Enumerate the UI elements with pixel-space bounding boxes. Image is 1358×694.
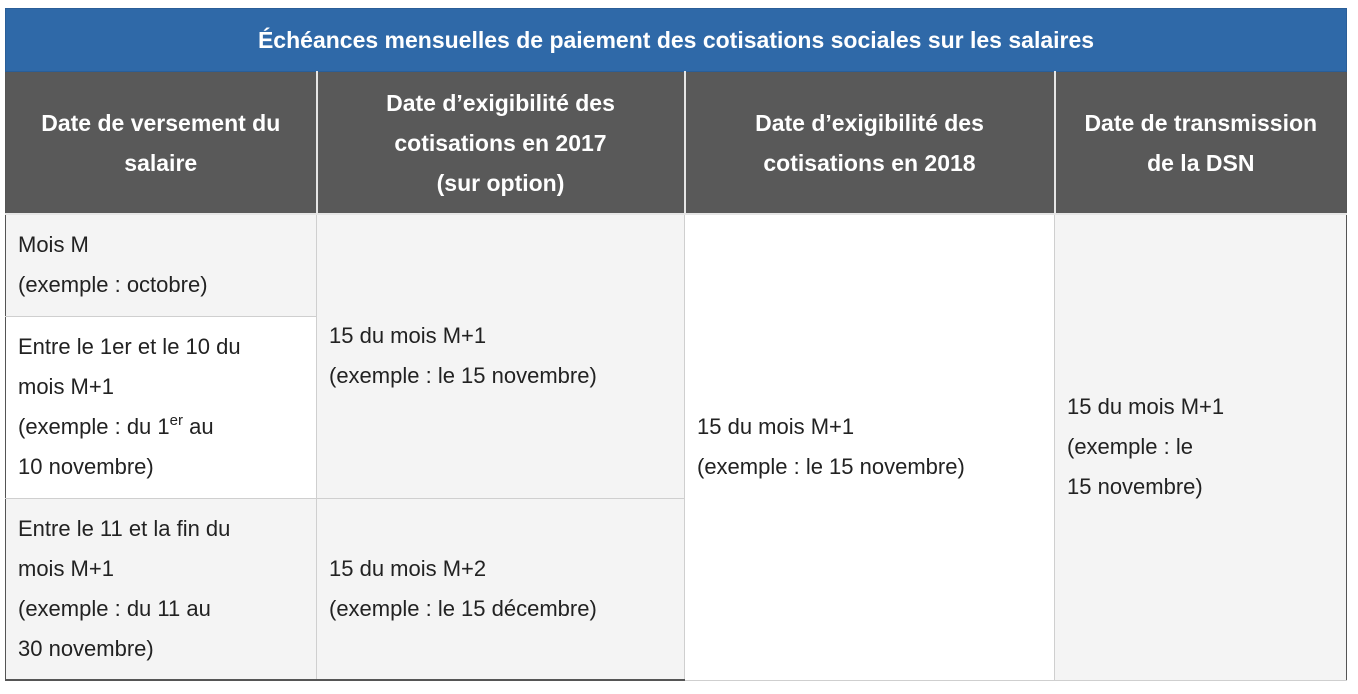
header-due-2018: [685, 72, 1055, 215]
cell-text: au: [182, 414, 214, 439]
cell-line: 15 du mois M+1: [697, 414, 855, 440]
cell-between-1-10: [6, 316, 317, 498]
cell-line: Entre le 11 et la fin du: [18, 515, 231, 541]
cell-line: (exemple : le 15 novembre): [697, 454, 965, 480]
cell-due-2018: [685, 214, 1055, 680]
cell-line: mois M+1: [18, 555, 114, 581]
payment-schedule-table: [5, 8, 1347, 681]
cell-line: (exemple : le 15 novembre): [329, 363, 597, 389]
cell-between-11-end: [6, 498, 317, 680]
cell-line: (exemple : le: [1067, 434, 1193, 460]
cell-dsn-date: [1055, 214, 1347, 680]
cell-line: (exemple : du 11 au: [18, 595, 211, 621]
header-line: cotisations en 2018: [763, 149, 976, 176]
cell-line: [18, 407, 304, 447]
table-title: Échéances mensuelles de paiement des cotisations sociales sur les salaires: [6, 9, 1347, 72]
header-line: Date de versement du: [41, 109, 281, 136]
cell-line: Entre le 1er et le 10 du: [18, 334, 241, 359]
header-line: Date d’exigibilité des: [755, 109, 984, 136]
cell-line: 30 novembre): [18, 635, 154, 661]
header-row: [6, 72, 1347, 215]
cell-line: 15 du mois M+2: [329, 555, 487, 581]
header-line: de la DSN: [1147, 149, 1255, 176]
cell-line: mois M+1: [18, 374, 114, 399]
header-line: Date d’exigibilité des: [386, 89, 615, 116]
superscript: er: [169, 412, 183, 429]
header-line: (sur option): [436, 169, 565, 196]
header-due-2017: [317, 72, 685, 215]
cell-line: 15 du mois M+1: [1067, 394, 1225, 420]
title-row: [6, 9, 1347, 72]
header-line: salaire: [124, 149, 198, 176]
cell-month-m: [6, 214, 317, 316]
cell-due-2017-m2: [317, 498, 685, 680]
cell-line: (exemple : le 15 décembre): [329, 595, 597, 621]
cell-line: 10 novembre): [18, 454, 154, 479]
cell-due-2017-m1: [317, 214, 685, 498]
header-dsn-transmission: [1055, 72, 1347, 215]
cell-line: 15 novembre): [1067, 474, 1203, 500]
cell-line: 15 du mois M+1: [329, 323, 487, 349]
header-line: cotisations en 2017: [394, 129, 607, 156]
cell-line: (exemple : octobre): [18, 272, 208, 298]
header-payment-date: [6, 72, 317, 215]
table-container: [5, 8, 1346, 681]
cell-line: Mois M: [18, 232, 89, 258]
header-line: Date de transmission: [1084, 109, 1318, 136]
table-row: [6, 214, 1347, 316]
cell-text: (exemple : du 1: [18, 414, 170, 439]
